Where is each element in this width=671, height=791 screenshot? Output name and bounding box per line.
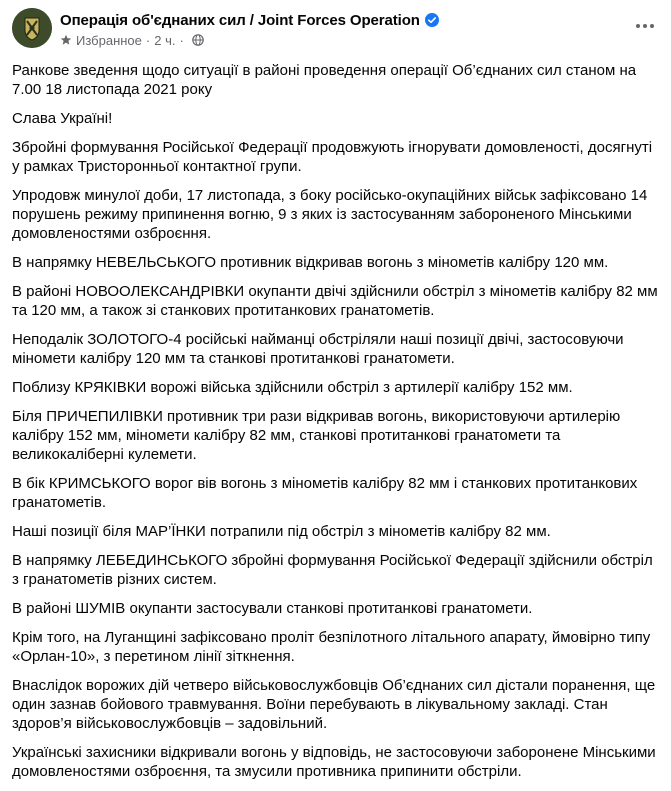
military-emblem-icon (12, 8, 52, 48)
post-paragraph: В районі НОВООЛЕКСАНДРІВКИ окупанти двічі здійснили обстріл з мінометів калібру 82 мм та 120 мм, а також зі станкових протитанкових гранатометів. (12, 283, 658, 319)
post-paragraph: В напрямку НЕВЕЛЬСЬКОГО противник відкривав вогонь з мінометів калібру 120 мм. (12, 254, 609, 271)
post-paragraph: Упродовж минулої доби, 17 листопада, з боку російсько-окупаційних військ зафіксовано 14 порушень режиму припинення вогню, 9 з яких із застосуванням забороненого Мінськими домовленостями озброєння. (12, 187, 648, 242)
meta-separator: · (145, 32, 151, 48)
post-paragraph: Крім того, на Луганщині зафіксовано проліт безпілотного літального апарату, ймовірно типу «Орлан-10», з перетином лінії зіткнення. (12, 629, 651, 665)
star-icon (60, 34, 72, 46)
post-paragraph: Поблизу КРЯКІВКИ ворожі війська здійснили обстріл з артилерії калібру 152 мм. (12, 379, 573, 396)
page-name-row (60, 10, 439, 30)
verified-badge-icon (425, 13, 439, 27)
page-avatar[interactable] (12, 8, 52, 48)
post-paragraph: Неподалік ЗОЛОТОГО-4 російські найманці обстріляли наші позиції двічі, застосовуючи міномети калібру 120 мм та станкові протитанкові гранатомети. (12, 331, 624, 367)
post-header (0, 0, 671, 52)
globe-icon[interactable] (192, 34, 204, 46)
more-options-icon (635, 23, 655, 29)
post-paragraph: В районі ШУМІВ окупанти застосували станкові протитанкові гранатомети. (12, 600, 533, 617)
favorites-label[interactable]: Избранное (76, 32, 142, 48)
more-options-button[interactable] (633, 16, 657, 36)
post-paragraph: Ранкове зведення щодо ситуації в районі проведення операції Об’єднаних сил станом на 7.00 18 листопада 2021 року (12, 62, 637, 98)
post-paragraph: Збройні формування Російської Федерації продовжують ігнорувати домовленості, досягнуті у рамках Тристоронньої контактної групи. (12, 139, 653, 175)
post-text (12, 61, 660, 791)
meta-separator-2: · (179, 32, 184, 48)
post-paragraph: Біля ПРИЧЕПИЛІВКИ противник три рази відкривав вогонь, використовуючи артилерію калібру 152 мм, міномети калібру 82 мм, станкові протитанкові гранатомети та великокаліберні кулемети. (12, 408, 621, 463)
post-paragraph: В напрямку ЛЕБЕДИНСЬКОГО збройні формування Російської Федерації здійснили обстріл з гранатометів різних систем. (12, 552, 653, 588)
post-paragraph: Українські захисники відкривали вогонь у відповідь, не застосовуючи заборонене Мінськими домовленостями озброєння, та змусили противника припинити обстріли. (12, 744, 656, 780)
post-paragraph: В бік КРИМСЬКОГО ворог вів вогонь з мінометів калібру 82 мм і станкових протитанкових гранатометів. (12, 475, 638, 511)
post-paragraph: Внаслідок ворожих дій четверо військовослужбовців Об’єднаних сил дістали поранення, ще один зазнав бойового травмування. Воїни перебувають в лікувальному закладі. Стан здоров’я військовослужбовців – задовільний. (12, 677, 656, 732)
post-paragraph: Наші позиції біля МАР’ЇНКИ потрапили під обстріл з мінометів калібру 82 мм. (12, 523, 551, 540)
post-timestamp[interactable]: 2 ч. (154, 32, 176, 48)
post-meta (60, 32, 204, 48)
post-paragraph: Слава Україні! (12, 110, 113, 127)
page-name-link[interactable]: Операція об'єднаних сил / Joint Forces Operation (60, 11, 420, 29)
